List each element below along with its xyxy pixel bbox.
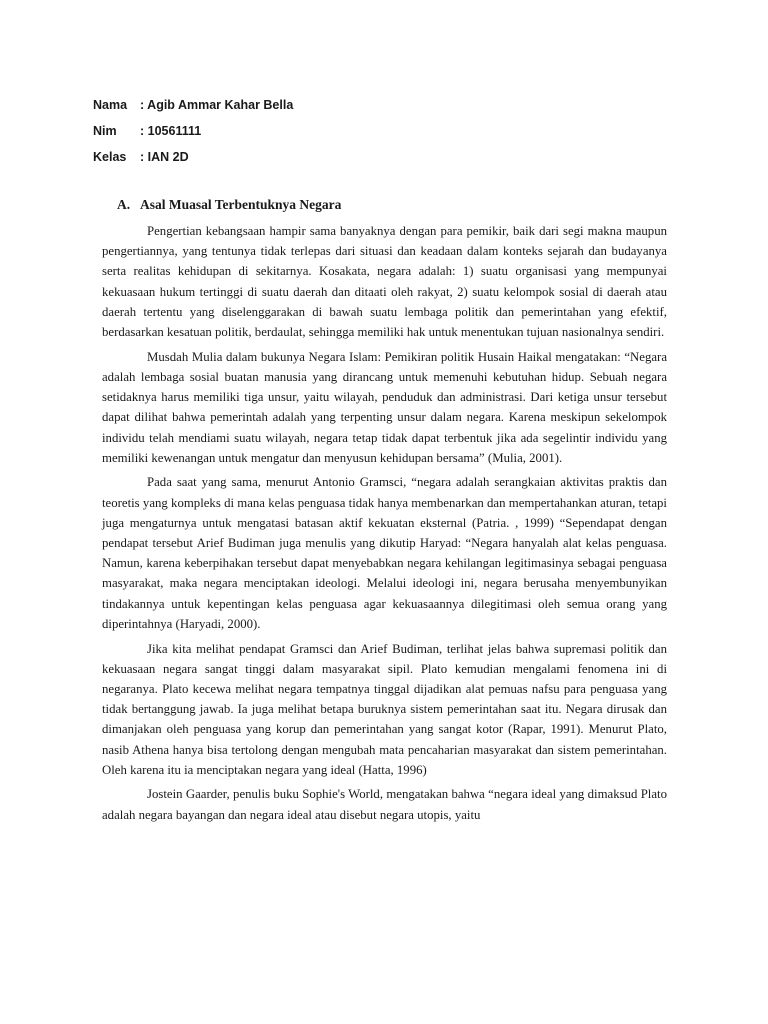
nama-label: Nama <box>93 98 128 112</box>
paragraph-1: Pengertian kebangsaan hampir sama banyaknya dengan para pemikir, baik dari segi makna maupun pengertiannya, yang tentunya tidak terlepas dari situasi dan keadaan dalam konteks sejarah dan budayanya serta realitas kehidupan di sekitarnya. Kosakata, negara adalah: 1) suatu organisasi yang mempunyai kekuasaan hukum tertinggi di suatu daerah dan ditaati oleh rakyat, 2) suatu kelompok sosial di daerah atau daerah tertentu yang diselenggarakan di bawah suatu lembaga politik dan pemerintahan yang efektif, berdasarkan kesatuan politik, berdaulat, sehingga memiliki hak untuk menentukan tujuan nasionalnya sendiri. <box>102 224 667 340</box>
body-text <box>102 221 667 829</box>
section-letter: A. <box>117 197 131 212</box>
paragraph-4: Jika kita melihat pendapat Gramsci dan Arief Budiman, terlihat jelas bahwa supremasi politik dan kekuasaan negara sangat tinggi dalam masyarakat sipil. Plato kemudian mengalami fenomena ini di negaranya. Plato kecewa melihat negara tempatnya tinggal dijadikan alat pemuas nafsu para penguasa yang tidak bertanggung jawab. Ia juga melihat betapa buruknya sistem pemerintahan saat itu. Negara dirusak dan dimanjakan oleh penguasa yang korup dan pemerintahan yang sangat kotor (Rapar, 1991). Menurut Plato, nasib Athena hanya bisa tertolong dengan mengubah mata pencaharian masyarakat dan sistem pemerintahan. Oleh karena itu ia menciptakan negara yang ideal (Hatta, 1996) <box>102 641 667 777</box>
nim-value: : 10561111 <box>140 124 202 138</box>
paragraph-5: Jostein Gaarder, penulis buku Sophie's World, mengatakan bahwa “negara ideal yang dimaksud Plato adalah negara bayangan dan negara ideal atau disebut negara utopis, yaitu <box>102 787 667 822</box>
student-info-header <box>93 92 293 170</box>
kelas-value: : IAN 2D <box>140 150 189 164</box>
paragraph-2: Musdah Mulia dalam bukunya Negara Islam: Pemikiran politik Husain Haikal mengatakan: “Negara adalah lembaga sosial buatan manusia yang dirancang untuk memenuhi kebutuhan hidup. Sebuah negara setidaknya harus memiliki tiga unsur, yaitu wilayah, penduduk dan administrasi. Dari ketiga unsur tersebut dapat dilihat bahwa pemerintah adalah yang terpenting unsur dalam negara. Karena meskipun sekelompok individu telah mendiami suatu wilayah, negara tetap tidak dapat terbentuk jika ada segelintir individu yang memiliki kewenangan untuk mengatur dan menyusun kehidupan bersama” (Mulia, 2001). <box>102 349 667 465</box>
section-heading <box>117 197 341 213</box>
header-row-kelas <box>93 144 293 170</box>
header-row-nama <box>93 92 293 118</box>
section-title: Asal Muasal Terbentuknya Negara <box>140 197 342 212</box>
paragraph-3: Pada saat yang sama, menurut Antonio Gramsci, “negara adalah serangkaian aktivitas praktis dan teoretis yang kompleks di mana kelas penguasa tidak hanya membenarkan dan mempertahankan aturan, tetapi juga mengaturnya untuk mengatasi batasan aktif kekuatan eksternal (Patria. , 1999) “Sependapat dengan pendapat tersebut Arief Budiman juga menulis yang dikutip Haryad: “Negara hanyalah alat kelas penguasa. Namun, karena keberpihakan tersebut dapat menyebabkan negara kehilangan legitimasinya sebagai penguasa masyarakat, maka negara menciptakan ideologi. Melalui ideologi ini, negara berusaha menyembunyikan tindakannya untuk kepentingan kelas penguasa agar kekuasaannya dilegitimasi oleh semua orang yang diperintahnya (Haryadi, 2000). <box>102 475 667 631</box>
header-row-nim <box>93 118 293 144</box>
nim-label: Nim <box>93 124 117 138</box>
kelas-label: Kelas <box>93 150 127 164</box>
nama-value: : Agib Ammar Kahar Bella <box>140 98 294 112</box>
